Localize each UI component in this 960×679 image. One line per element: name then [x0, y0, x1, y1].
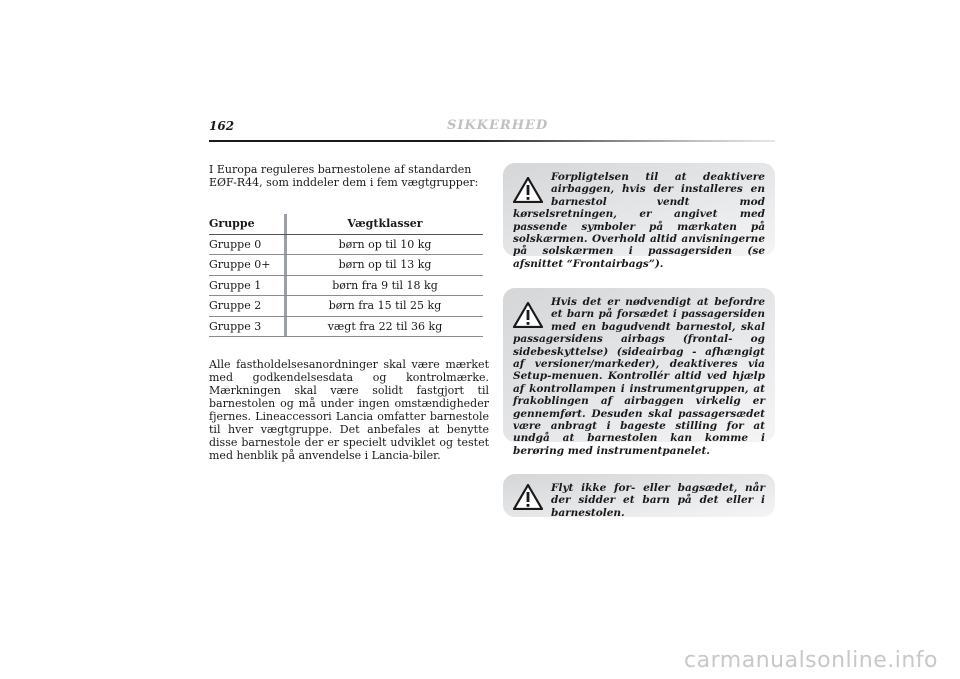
- warning-box-passenger-airbag: [503, 288, 775, 457]
- warning-triangle-icon: [513, 302, 543, 328]
- warning-box-airbag-label: [503, 163, 775, 270]
- group-cell: Gruppe 1: [209, 278, 262, 292]
- warning-triangle-icon: [513, 177, 543, 203]
- weight-group-table: [209, 214, 483, 337]
- header-rule: [209, 140, 775, 142]
- table-row: [209, 255, 483, 276]
- page-number: 162: [209, 119, 235, 133]
- group-cell: Gruppe 3: [209, 319, 262, 333]
- column-header-group: Gruppe: [209, 217, 255, 231]
- weight-cell: vægt fra 22 til 36 kg: [284, 317, 483, 337]
- warning-box-seat-movement: [503, 474, 775, 517]
- group-cell: Gruppe 0: [209, 237, 262, 251]
- section-title: SIKKERHED: [447, 118, 549, 133]
- warning-text: Forpligtelsen til at deaktivere airbaggen, hvis der installeres en barnestol vendt mod kørselsretningen, er angivet med passende symboler på mærkaten på solskærmen. Overhold altid anvisningerne på solskærmen i passagersiden (se afsnittet “Frontairbags”).: [513, 171, 765, 270]
- intro-paragraph: I Europa reguleres barnestolene af standarden EØF-R44, som inddeler dem i fem vægtgrupper:: [209, 163, 479, 189]
- group-cell: Gruppe 0+: [209, 258, 271, 272]
- body-paragraph: Alle fastholdelsesanordninger skal være mærket med godkendelsesdata og kontrolmærke. Mærkningen skal være solidt fastgjort til barnestolen og må under ingen omstændigheder fjernes. Lineaccessori Lancia omfatter barnestole til hver vægtgruppe. Det anbefales at benytte disse barnestole der er specielt udviklet og testet med henblik på anvendelse i Lancia-biler.: [209, 358, 489, 462]
- table-row: [209, 276, 483, 297]
- column-header-weight: Vægtklasser: [284, 214, 483, 234]
- table-header-row: [209, 214, 483, 235]
- table-row: [209, 317, 483, 338]
- weight-cell: børn fra 15 til 25 kg: [284, 296, 483, 316]
- table-row: [209, 296, 483, 317]
- weight-cell: børn fra 9 til 18 kg: [284, 276, 483, 296]
- weight-cell: børn op til 10 kg: [284, 235, 483, 255]
- warning-text: Hvis det er nødvendigt at befordre et barn på forsædet i passagersiden med en bagudvendt barnestol, skal passagersidens airbags (frontal- og sidebeskyttelse) (sideairbag - afhængigt af versioner/markeder), deaktiveres via Setup-menuen. Kontrollér altid ved hjælp af kontrollampen i instrumentgruppen, at frakoblingen af airbaggen virkelig er gennemført. Desuden skal passagersædet være anbragt i bageste stilling for at undgå at barnestolen kan komme i berøring med instrumentpanelet.: [513, 296, 765, 457]
- group-cell: Gruppe 2: [209, 299, 262, 313]
- warning-triangle-icon: [513, 484, 543, 510]
- table-row: [209, 235, 483, 256]
- weight-cell: børn op til 13 kg: [284, 255, 483, 275]
- warning-text: Flyt ikke for- eller bagsædet, når der sidder et barn på det eller i barnestolen.: [551, 482, 765, 519]
- watermark: carmanualsonline.info: [684, 648, 938, 673]
